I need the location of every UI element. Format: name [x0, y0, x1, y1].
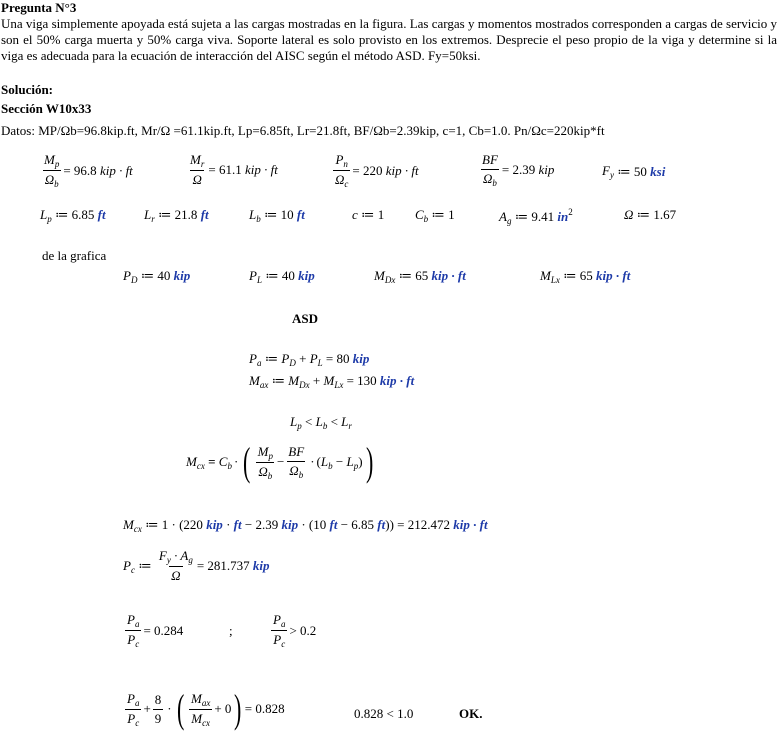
asd-label: ASD	[292, 311, 319, 326]
lb-definition: $L_b$ ≔ 10 ft	[249, 207, 305, 224]
max-equation: $M_{ax}$ ≔ $M_{Dx} + M_{Lx} = 130$ kip · ft	[249, 373, 415, 390]
interaction-check: 0.828 < 1.0	[354, 706, 414, 721]
interaction-equation: $\frac{P_a}{P_c}$ + $\frac{8}{9}$ · ( $\frac{M_{ax}}{M_{cx}}$ + 0 ) = 0.828	[127, 686, 285, 731]
ratio-equation: $\frac{P_a}{P_c}$ = 0.284	[127, 612, 184, 649]
c-definition: c ≔ 1	[352, 207, 385, 222]
question-title: Pregunta N°3	[1, 0, 77, 15]
grafica-label: de la grafica	[42, 248, 107, 263]
lp-definition: $L_p$ ≔ 6.85 ft	[40, 207, 106, 224]
omega-definition: Ω ≔ 1.67	[624, 207, 677, 222]
solution-label: Solución:	[1, 82, 54, 97]
cb-definition: $C_b$ ≔ 1	[415, 207, 455, 224]
datos-line: Datos: MP/Ωb=96.8kip.ft, Mr/Ω =61.1kip.ft, Lp=6.85ft, Lr=21.8ft, BF/Ωb=2.39kip, c=1, Cb=1.0. Pn/Ωc=220kip*ft	[1, 123, 605, 138]
section-label: Sección W10x33	[1, 101, 92, 116]
pa-equation: $P_a$ ≔ $P_D + P_L = 80$ kip	[249, 351, 370, 368]
pl-definition: $P_L$ ≔ 40 kip	[249, 268, 315, 285]
ratio-comparison: $\frac{P_a}{P_c}$ > 0.2	[273, 612, 317, 649]
mcx-numeric: $M_{cx}$ ≔ 1 · (220 kip · ft − 2.39 kip · (10 ft − 6.85 ft)) = 212.472 kip · ft	[123, 517, 488, 534]
semicolon: ;	[229, 623, 233, 638]
bf-definition: $\frac{BF}{\Omega_b}$ = 2.39 kip	[482, 152, 555, 188]
mp-definition: $\frac{M_p}{\Omega_b}$ = 96.8 kip · ft	[44, 152, 133, 189]
pc-equation: $P_c$ ≔ $\frac{F_y \cdot A_g}{\Omega}$ = 281.737 kip	[123, 548, 270, 583]
lr-definition: $L_r$ ≔ 21.8 ft	[144, 207, 209, 224]
pd-definition: $P_D$ ≔ 40 kip	[123, 268, 191, 285]
pn-definition: $\frac{P_n}{\Omega_c}$ = 220 kip · ft	[335, 152, 419, 189]
mdx-definition: $M_{Dx}$ ≔ 65 kip · ft	[374, 268, 466, 285]
mcx-formula: $M_{cx}$ = $C_b$ · ( $\frac{M_p}{\Omega_b}$ − $\frac{BF}{\Omega_b}$ · $(L_b - L_p)$ )	[186, 439, 373, 484]
length-condition: $L_p < L_b < L_r$	[290, 414, 352, 431]
ag-definition: $A_g$ ≔ 9.41 $in^2$	[499, 207, 573, 226]
fy-definition: $F_y$ ≔ 50 ksi	[602, 163, 666, 180]
mlx-definition: $M_{Lx}$ ≔ 65 kip · ft	[540, 268, 631, 285]
ok-label: OK.	[459, 706, 483, 721]
problem-statement: Una viga simplemente apoyada está sujeta a las cargas mostradas en la figura. Las cargas y momentos mostrados corresponden a cargas de servicio y son el 50% carga muerta y 50% carga viva. Soporte lateral es solo provisto en los extremos. Desprecie el peso propio de la viga y determine si la viga es adecuada para la ecuación de interacción del AISC según el método ASD. Fy=50ksi.	[1, 16, 777, 63]
mr-definition: $\frac{M_r}{\Omega}$ = 61.1 kip · ft	[190, 152, 278, 187]
